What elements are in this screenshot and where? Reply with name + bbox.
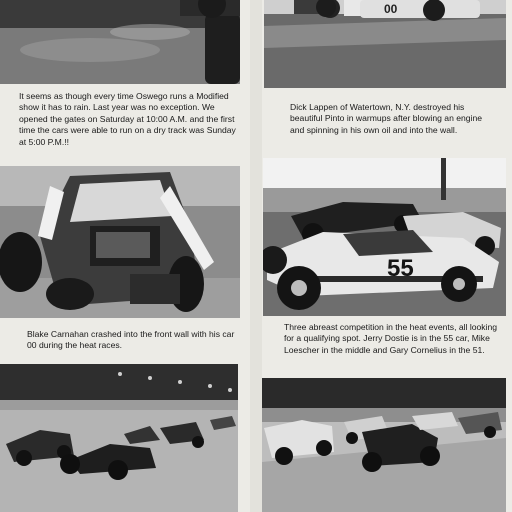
caption-rain-delay: It seems as though every time Oswego runs a Modified show it has to rain. Last year was no exception. We opened the gates on Saturday at 10:00 A.M. and the first time the cars were able to run on a dry track was Sunday at 5:00 P.M.!!: [19, 91, 236, 147]
photo-night-field: [0, 364, 238, 512]
car-number-00: 00: [384, 2, 398, 16]
photo-three-abreast: [263, 158, 506, 316]
photo-carnahan-crash: [0, 166, 240, 318]
photo-wrecked-pinto: [264, 0, 506, 88]
photo-rainy-track: [0, 0, 240, 84]
car-number-55: 55: [387, 255, 414, 282]
caption-carnahan-crash: Blake Carnahan crashed into the front wall with his car 00 during the heat races.: [27, 329, 235, 351]
photo-pack-racing: [262, 378, 506, 512]
caption-lappen-pinto: Dick Lappen of Watertown, N.Y. destroyed his beautiful Pinto in warmups after blowing an engine and spinning in his own oil and into the wall.: [290, 102, 483, 135]
caption-three-abreast: Three abreast competition in the heat events, all looking for a qualifying spot. Jerry Dostie is in the 55 car, Mike Loescher in the middle and Gary Cornelius in the 51.: [284, 322, 498, 355]
page-gutter: [250, 0, 262, 512]
